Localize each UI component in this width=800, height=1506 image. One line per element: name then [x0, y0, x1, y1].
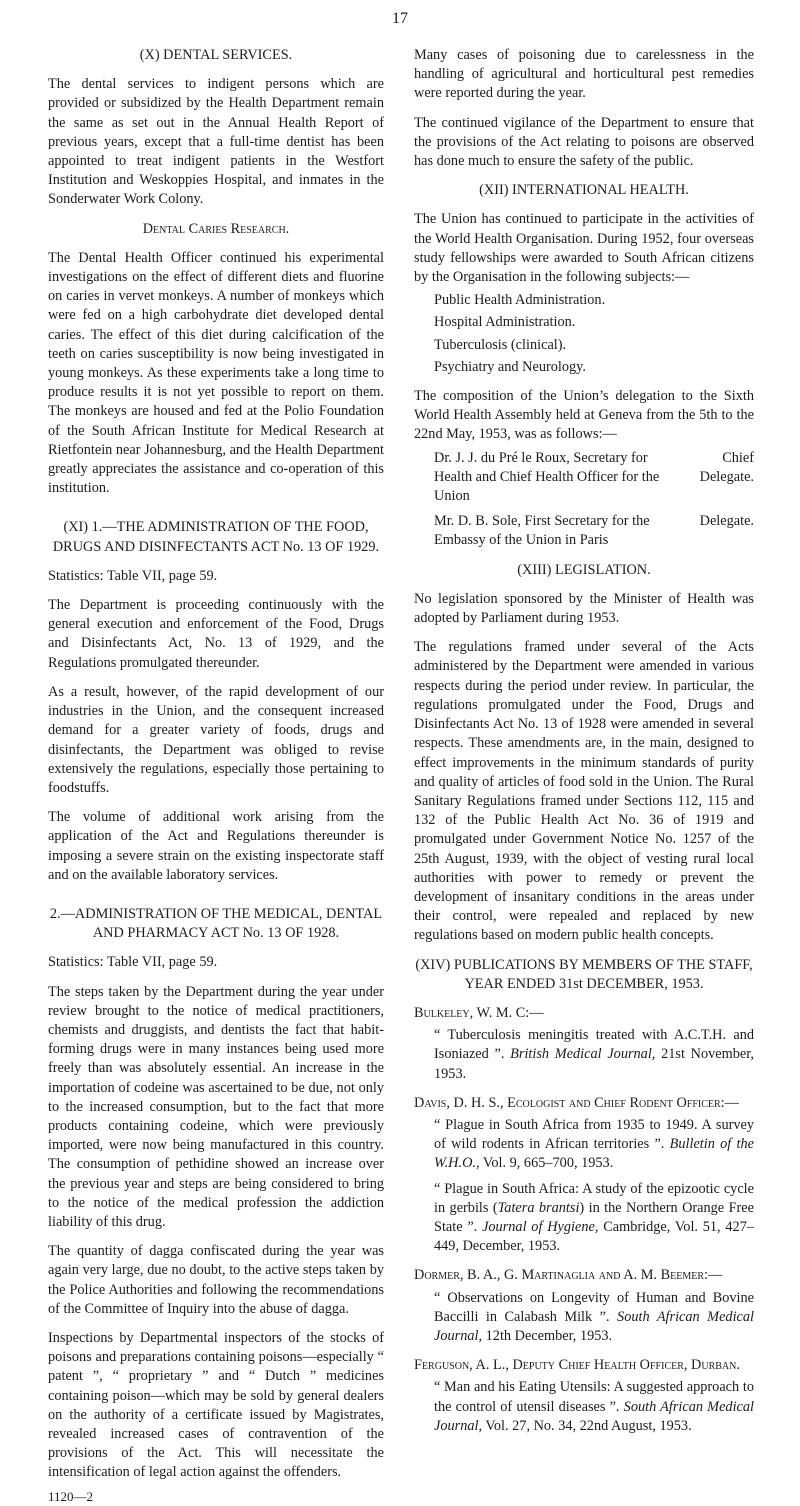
reference-title: “ Tuberculosis meningitis treated with A.C.T.H. and Isoniazed ”.: [434, 1027, 754, 1063]
reference-details: 21st November, 1953.: [434, 1046, 754, 1082]
reference-author: Bulkeley, W. M. C:—: [414, 1004, 544, 1021]
reference-title: “ Man and his Eating Utensils: A suggested approach to the control of utensil diseases ”.: [434, 1379, 754, 1415]
dental-services-paragraph: The dental services to indigent persons which are provided or subsidized by the Health Department remain the same as set out in the Annual Health Report of previous years, except that a full-time dentist has been appointed to treat indigent patients in the Westfort Institution and Weskoppies Hospital, and inmates in the Sonderwater Work Colony.: [48, 76, 384, 208]
reference-title: “ Observations on Longevity of Human and Bovine Baccilli in Calabash Milk ”.: [434, 1289, 754, 1325]
reference-details: Vol. 9, 665–700, 1953.: [482, 1155, 614, 1172]
food-drugs-paragraph-2: As a result, however, of the rapid development of our industries in the Union, and the consequent increased demand for a greater variety of foods, drugs and disinfectants, the Department was obliged to revise extensively the regulations, especially those pertaining to foodstuffs.: [48, 683, 384, 796]
subject-item: Public Health Administration.: [434, 292, 606, 309]
reference-entry: [434, 1116, 754, 1174]
international-health-paragraph-1: The Union has continued to participate in the activities of the World Health Organisation. During 1952, four overseas study fellowships were awarded to South African citizens by the Organisation in the following subjects:—: [414, 211, 754, 286]
medical-act-paragraph-3: Inspections by Departmental inspectors of the stocks of poisons and preparations containing poisons—especially “ patent ”, “ proprietary ” and “ Dutch ” medicines containing poison—which may be sold by general dealers on the authority of a certificate issued by Magistrates, revealed increased cases of contravention of the provisions of the Act. This will necessitate the intensification of legal action against the offenders.: [48, 1329, 384, 1481]
reference-journal: British Medical Journal,: [510, 1046, 656, 1063]
dental-caries-heading: Dental Caries Research.: [142, 220, 290, 237]
reference-author: Dormer, B. A., G. Martinaglia and A. M. Beemer:—: [414, 1267, 723, 1284]
reference-title: “ Plague in South Africa: A study of the epizootic cycle in gerbils (: [434, 1180, 754, 1216]
legislation-paragraph-2: The regulations framed under several of the Acts administered by the Department were amended in various respects during the period under review. In particular, the regulations promulgated under the Food, Drugs and Disinfectants Act No. 13 of 1928 were amended in several respects. These amendments are, in the main, designed to effect improvements in the minimum standards of purity and quality of articles of food sold in the Union. The Rural Sanitary Regulations framed under Sections 112, 115 and 132 of the Public Health Act No. 36 of 1919 and promulgated under Government Notice No. 1257 of the 25th August, 1939, with the object of vesting rural local authorities with power to remedy or prevent the development of insanitary conditions in the areas under their control, were repealed and replaced by new regulations based on modern public health concepts.: [414, 639, 754, 944]
reference-title-end: ) in the Northern Orange Free State ”.: [434, 1199, 754, 1235]
reference-journal: Bulletin of the W.H.O.,: [434, 1136, 754, 1172]
subject-item: Hospital Administration.: [434, 314, 576, 331]
delegate-role: Chief Delegate.: [699, 449, 754, 485]
reference-entry: [434, 1180, 754, 1257]
print-reference: 1120—2: [48, 1488, 94, 1504]
reference-details: Vol. 27, No. 34, 22nd August, 1953.: [485, 1417, 692, 1434]
reference-journal: South African Medical Journal,: [434, 1308, 755, 1344]
delegate-role: Delegate.: [699, 513, 754, 530]
reference-entry: [434, 1026, 754, 1084]
delegation-table: [414, 449, 754, 551]
food-drugs-paragraph-1: The Department is proceeding continuously with the general execution and enforcement of the Food, Drugs and Disinfectants Act, No. 13 of 1929, and the Regulations promulgated thereunder.: [48, 597, 384, 671]
reference-author: Davis, D. H. S., Ecologist and Chief Rodent Officer:—: [414, 1094, 739, 1111]
reference-entry: [434, 1378, 754, 1436]
dental-services-heading: (X) DENTAL SERVICES.: [139, 47, 293, 63]
reference-author: Ferguson, A. L., Deputy Chief Health Officer, Durban.: [414, 1357, 740, 1374]
medical-act-statistics: Statistics: Table VII, page 59.: [48, 954, 218, 971]
medical-act-paragraph-1: The steps taken by the Department during the year under review brought to the notice of medical practitioners, chemists and druggists, and dentists the fact that habit-forming drugs were in many instances being used more freely than was absolutely essential. An increase in the importation of codeine was ascertained to be due, not only to the increased consumption, but to the fact that more products containing codeine, which were previously imported, were now being manufactured in this country. The consumption of pethidine showed an increase over the previous year and steps are being considered to bring to the notice of the medical profession the addiction liability of this drug.: [48, 983, 384, 1230]
legislation-paragraph-1: No legislation sponsored by the Minister of Health was adopted by Parliament during 1953.: [414, 590, 754, 627]
food-drugs-paragraph-3: The volume of additional work arising from the application of the Act and Regulations thereunder is imposing a severe strain on the existing inspectorate staff and on the available laboratory services.: [48, 809, 384, 883]
food-drugs-act-heading: (XI) 1.—THE ADMINISTRATION OF THE FOOD, DRUGS AND DISINFECTANTS ACT No. 13 OF 1929.: [52, 519, 380, 555]
medical-act-paragraph-2: The quantity of dagga confiscated during the year was again very large, due no doubt, to the active steps taken by the Police Authorities and following the recommendations of the Committee of Inquiry into the abuse of dagga.: [48, 1243, 384, 1317]
international-health-paragraph-2: The composition of the Union’s delegation to the Sixth World Health Assembly held at Geneva from the 5th to the 22nd May, 1953, was as follows:—: [414, 388, 754, 443]
dental-caries-paragraph: The Dental Health Officer continued his experimental investigations on the effect of different diets and fluorine on caries in vervet monkeys. A number of monkeys which were fed on a high carbohydrate diet developed dental caries. The effect of this diet during calcification of the teeth on caries susceptibility is now being investigated in young monkeys. As these experiments take a long time to produce results it is not yet possible to report on them. The monkeys are housed and fed at the Polio Foundation of the South African Institute for Medical Research at Rietfontein near Johannesburg, and the Health Department greatly appreciates the assistance and co-operation of this institution.: [48, 249, 385, 497]
reference-details: Cambridge, Vol. 51, 427–449, December, 1953.: [434, 1218, 755, 1255]
subject-item: Tuberculosis (clinical).: [434, 336, 567, 353]
poisoning-paragraph-1: Many cases of poisoning due to carelessness in the handling of agricultural and horticultural pest remedies were reported during the year.: [414, 47, 754, 102]
reference-species: Tatera brantsi: [497, 1199, 580, 1216]
reference-title: “ Plague in South Africa from 1935 to 1949. A survey of wild rodents in African territories ”.: [434, 1116, 754, 1153]
page-number: 17: [392, 10, 408, 27]
medical-act-heading: 2.—ADMINISTRATION OF THE MEDICAL, DENTAL AND PHARMACY ACT No. 13 OF 1928.: [49, 905, 383, 942]
delegate-name: Dr. J. J. du Pré le Roux, Secretary for Health and Chief Health Officer for the Union: [434, 449, 660, 505]
publications-heading: (XIV) PUBLICATIONS BY MEMBERS OF THE STAFF, YEAR ENDED 31st DECEMBER, 1953.: [415, 956, 753, 992]
right-column: [414, 46, 754, 1446]
reference-journal: South African Medical Journal,: [434, 1398, 755, 1434]
poisoning-paragraph-2: The continued vigilance of the Department to ensure that the provisions of the Act relating to poisons are observed has done much to ensure the safety of the public.: [414, 114, 754, 170]
legislation-heading: (XIII) LEGISLATION.: [517, 561, 651, 578]
delegate-name: Mr. D. B. Sole, First Secretary for the Embassy of the Union in Paris: [434, 513, 650, 549]
delegation-row: [414, 506, 754, 550]
reference-details: 12th December, 1953.: [485, 1327, 613, 1344]
reference-entry: [434, 1289, 754, 1347]
international-health-heading: (XII) INTERNATIONAL HEALTH.: [479, 182, 689, 199]
food-drugs-statistics: Statistics: Table VII, page 59.: [48, 567, 218, 584]
reference-journal: Journal of Hygiene,: [482, 1218, 599, 1235]
subject-item: Psychiatry and Neurology.: [434, 358, 586, 375]
delegation-row: [414, 449, 754, 507]
left-column: [48, 46, 384, 1506]
